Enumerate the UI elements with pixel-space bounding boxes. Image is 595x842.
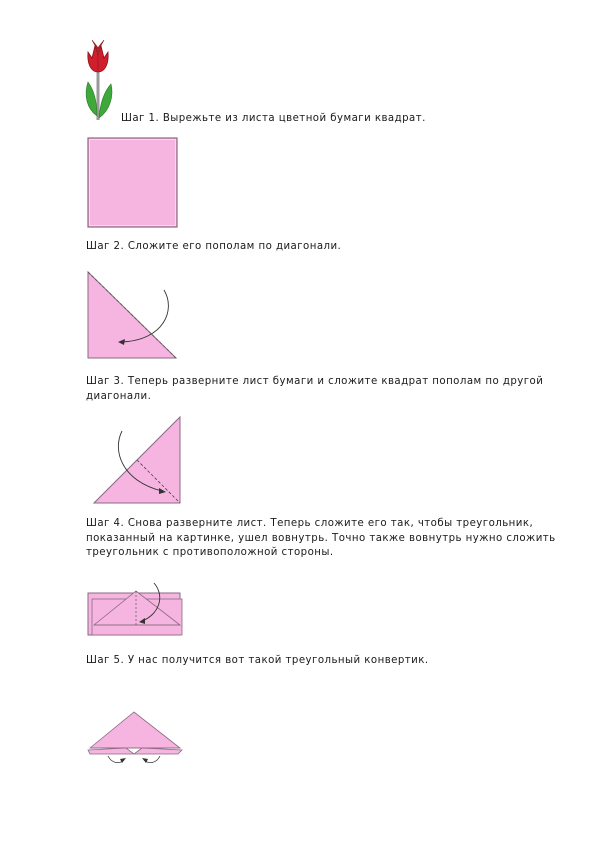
step-5-envelope-illustration [86, 708, 188, 768]
step-5-text: Шаг 5. У нас получится вот такой треугольный конвертик. [86, 655, 429, 666]
tulip-icon [80, 38, 116, 122]
step-2-text: Шаг 2. Сложите его пополам по диагонали. [86, 241, 342, 252]
step-2-diagonal-fold-illustration [86, 270, 186, 362]
step-4-inner-fold-illustration [86, 585, 188, 640]
step-1-text: Шаг 1. Вырежьте из листа цветной бумаги квадрат. [121, 113, 426, 124]
step-4-text: Шаг 4. Снова разверните лист. Теперь сложите его так, чтобы треугольник, показанный на картинке, ушел вовнутрь. Точно также вовнутрь нужно сложить треугольник с противоположной стороны. [86, 518, 556, 558]
step-3-text: Шаг 3. Теперь разверните лист бумаги и сложите квадрат пополам по другой диагонали. [86, 376, 544, 402]
step-3-second-diagonal-illustration [92, 415, 192, 507]
step-1-square-illustration [87, 137, 179, 229]
